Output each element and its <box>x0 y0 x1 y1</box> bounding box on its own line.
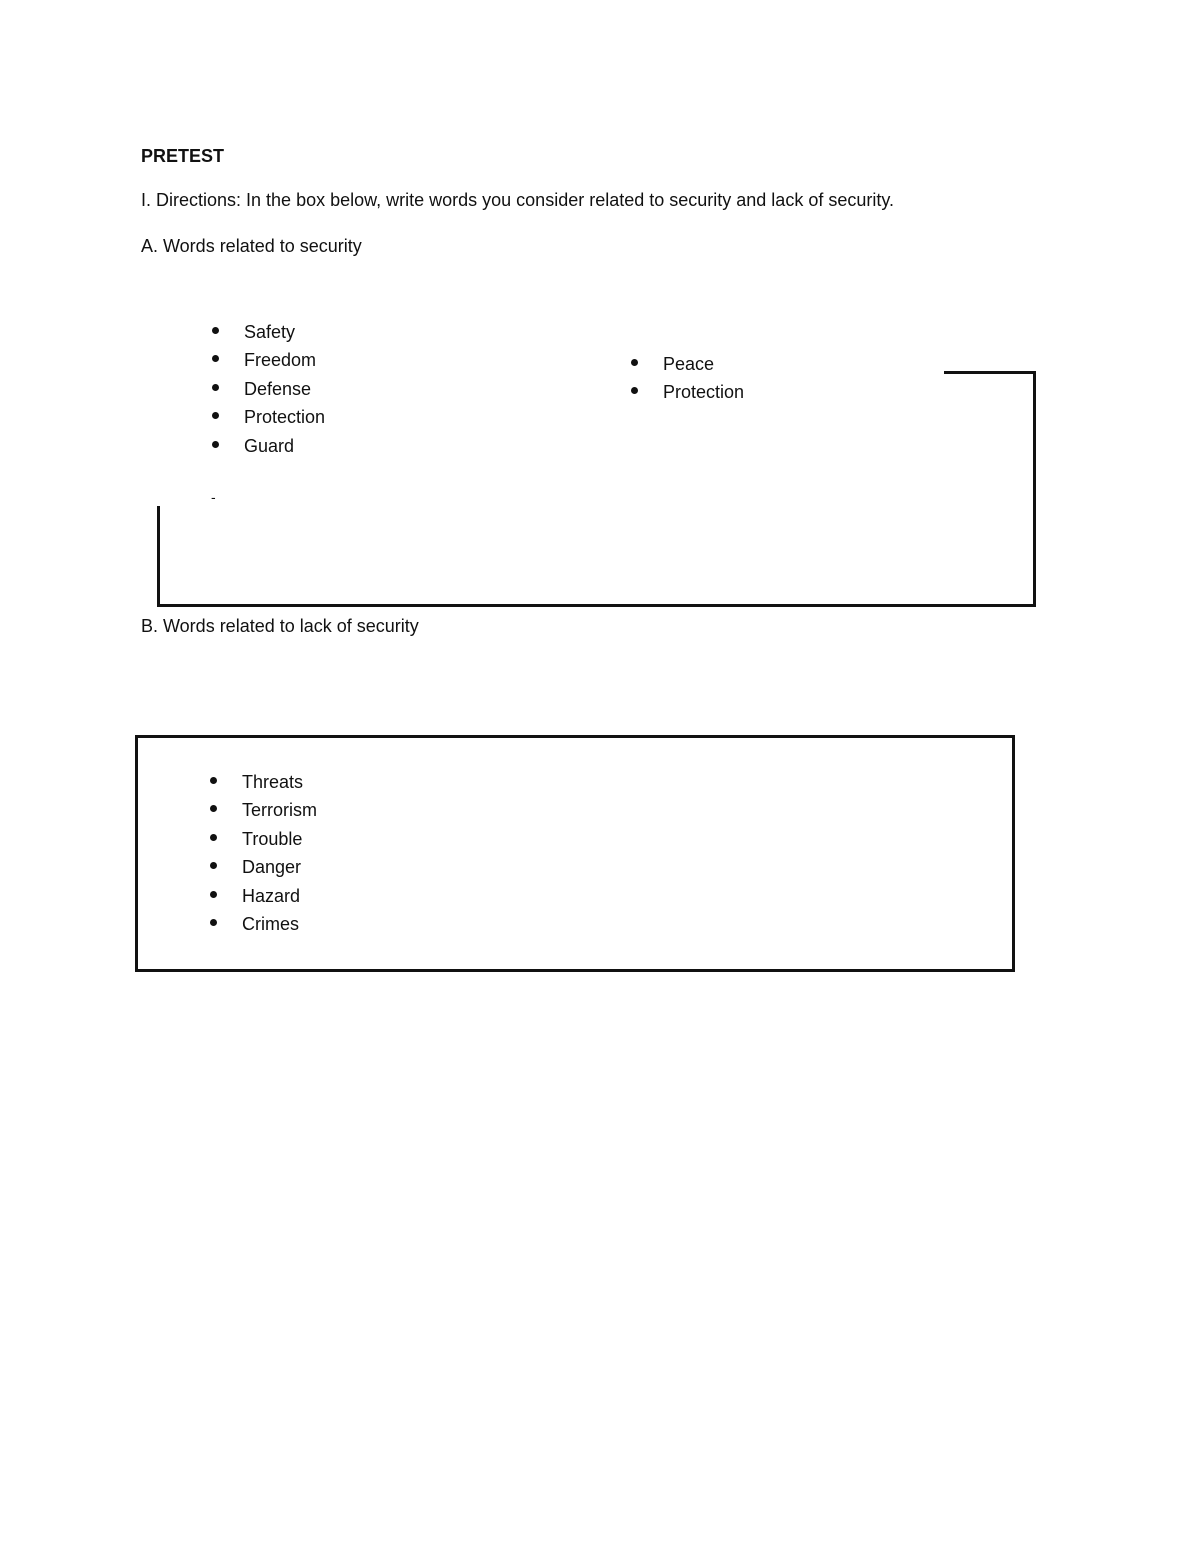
section-a-heading: A. Words related to security <box>141 236 362 256</box>
box-a-bottom-border <box>157 604 1036 607</box>
list-item <box>631 350 744 378</box>
list-item-label: Hazard <box>242 885 301 906</box>
list-item <box>210 910 317 938</box>
list-item-label: Terrorism <box>242 800 317 821</box>
stray-dash-mark: - <box>211 489 216 505</box>
list-item-label: Crimes <box>242 913 299 934</box>
bullet-icon <box>631 387 638 394</box>
bullet-icon <box>212 327 219 334</box>
list-item-label: Guard <box>244 435 295 456</box>
list-item <box>210 825 317 853</box>
page-title: PRETEST <box>141 146 225 166</box>
bullet-icon <box>210 805 217 812</box>
security-words-list-right <box>631 350 744 407</box>
bullet-icon <box>210 919 217 926</box>
bullet-icon <box>212 384 219 391</box>
list-item-label: Freedom <box>244 350 317 371</box>
bullet-icon <box>210 834 217 841</box>
list-item <box>212 403 325 431</box>
lack-of-security-words-list <box>210 768 317 938</box>
box-a-left-border <box>157 506 160 607</box>
directions-text: I. Directions: In the box below, write words you consider related to security and lack of security. <box>141 190 895 210</box>
box-a-right-border <box>1033 371 1036 607</box>
list-item <box>210 796 317 824</box>
list-item-label: Threats <box>242 772 304 792</box>
list-item-label: Safety <box>244 322 296 342</box>
list-item-label: Peace <box>663 354 715 374</box>
bullet-icon <box>212 441 219 448</box>
list-item <box>212 318 325 346</box>
list-item <box>212 375 325 403</box>
box-a-top-border <box>944 371 1036 374</box>
list-item <box>210 882 317 910</box>
list-item-label: Defense <box>244 378 312 399</box>
list-item <box>212 346 325 374</box>
security-words-list-left <box>212 318 325 460</box>
list-item-label: Protection <box>663 382 745 403</box>
bullet-icon <box>210 862 217 869</box>
list-item <box>631 378 744 406</box>
section-b-heading: B. Words related to lack of security <box>141 616 419 636</box>
bullet-icon <box>631 359 638 366</box>
list-item <box>210 768 317 796</box>
bullet-icon <box>212 355 219 362</box>
list-item <box>212 432 325 460</box>
bullet-icon <box>210 891 217 898</box>
list-item-label: Trouble <box>242 828 303 849</box>
bullet-icon <box>212 412 219 419</box>
bullet-icon <box>210 777 217 784</box>
list-item <box>210 853 317 881</box>
list-item-label: Protection <box>244 407 326 428</box>
list-item-label: Danger <box>242 857 302 878</box>
